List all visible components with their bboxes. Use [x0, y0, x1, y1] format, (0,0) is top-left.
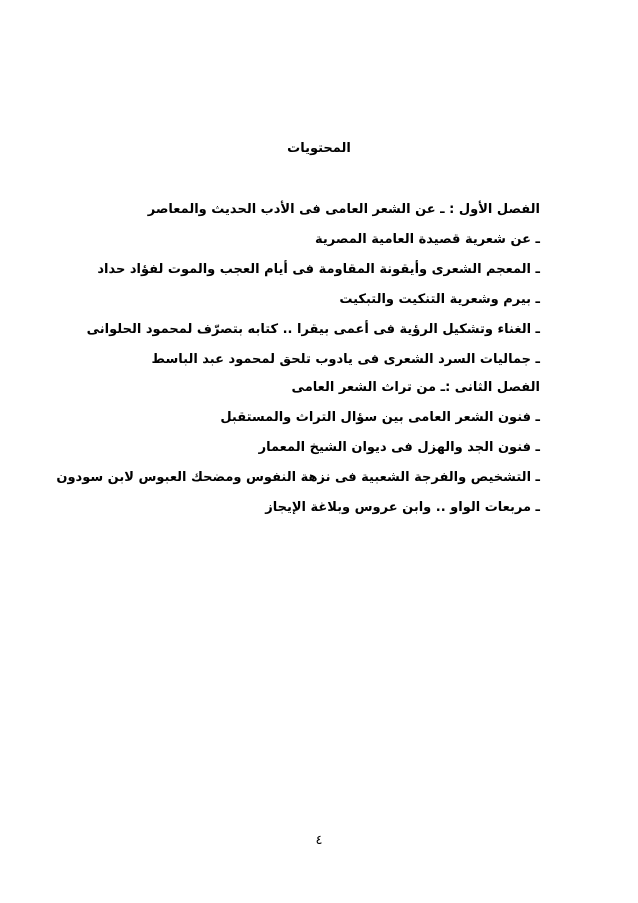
chapter-2-heading: الفصل الثانى :ـ من تراث الشعر العامى	[291, 380, 540, 395]
toc-item: ـ المعجم الشعرى وأيقونة المقاومة فى أيام العجب والموت لفؤاد حداد	[97, 262, 540, 277]
page-title: المحتويات	[287, 141, 351, 156]
toc-item: ـ عن شعرية قصيدة العامية المصرية	[315, 232, 540, 247]
toc-item: ـ جماليات السرد الشعرى فى يادوب تلحق لمحمود عبد الباسط	[151, 352, 540, 367]
toc-item: ـ الغناء وتشكيل الرؤية فى أعمى بيقرا .. كتابه بتصرّف لمحمود الحلوانى	[86, 322, 540, 337]
toc-item: ـ فنون الجد والهزل فى ديوان الشيخ المعمار	[258, 440, 540, 455]
toc-item: ـ فنون الشعر العامى بين سؤال التراث والمستقبل	[220, 410, 540, 425]
toc-item: ـ مربعات الواو .. وابن عروس وبلاغة الإيجاز	[265, 500, 540, 515]
toc-item: ـ التشخيص والفرجة الشعبية فى نزهة النفوس ومضحك العبوس لابن سودون	[56, 470, 540, 485]
toc-item: ـ بيرم وشعرية التنكيت والتبكيت	[339, 292, 540, 307]
page-number: ٤	[315, 833, 323, 848]
chapter-1-heading: الفصل الأول : ـ عن الشعر العامى فى الأدب الحديث والمعاصر	[147, 202, 540, 217]
